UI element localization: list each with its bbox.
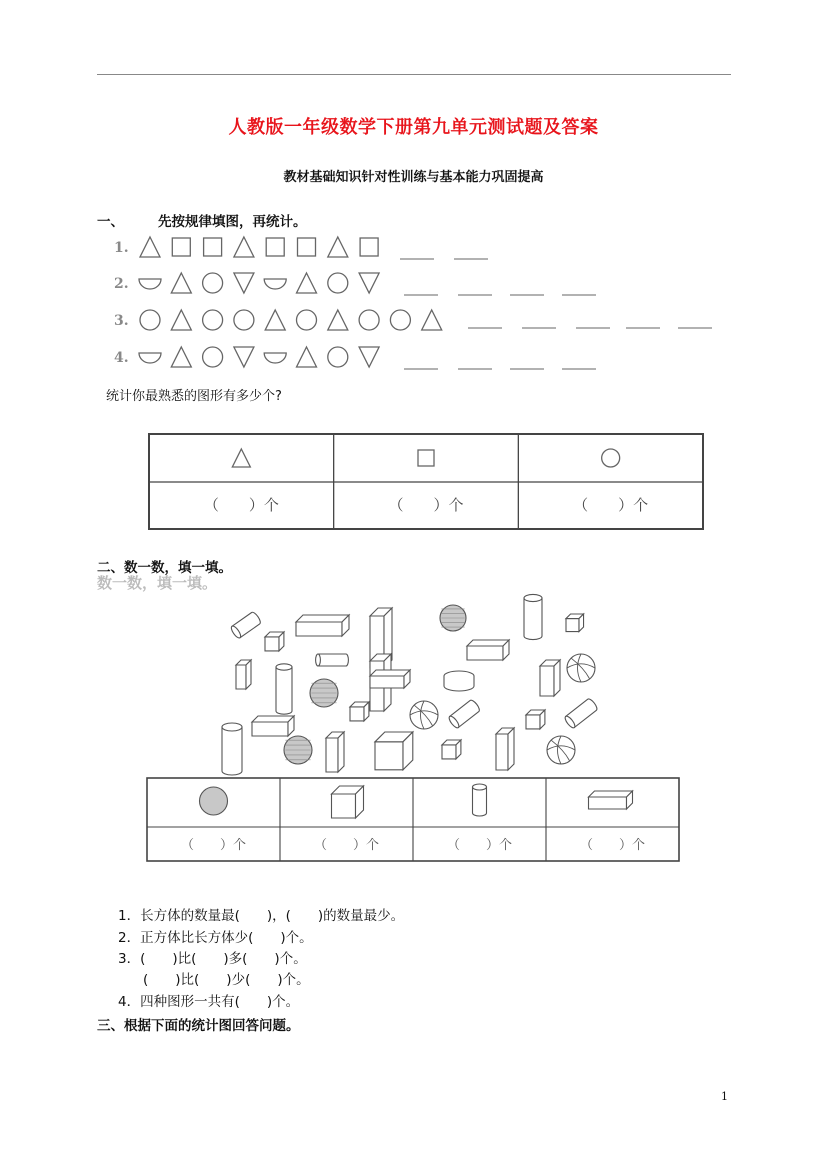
cube-icon bbox=[332, 794, 356, 818]
ball-icon bbox=[200, 787, 228, 815]
triangle-icon bbox=[140, 237, 160, 257]
cuboid-icon bbox=[540, 666, 554, 696]
inverted-triangle-icon bbox=[359, 347, 379, 367]
cuboid-icon bbox=[236, 665, 246, 689]
circle-icon bbox=[140, 310, 160, 330]
square-icon bbox=[266, 238, 284, 256]
square-icon bbox=[172, 238, 190, 256]
cuboid-top bbox=[467, 640, 509, 646]
cuboid-top bbox=[589, 791, 633, 797]
circle-icon bbox=[328, 273, 348, 293]
circle-icon bbox=[203, 310, 223, 330]
cylinder-top bbox=[222, 723, 242, 731]
cuboid-icon bbox=[496, 734, 508, 770]
section2-heading: 二、数一数，填一填。 bbox=[97, 560, 232, 576]
solids-illustration bbox=[210, 590, 610, 775]
document-title: 人教版一年级数学下册第九单元测试题及答案 bbox=[228, 117, 599, 138]
cube-icon bbox=[350, 707, 364, 721]
count-cell-text: （ ）个 bbox=[446, 838, 513, 853]
header-rule bbox=[97, 74, 731, 75]
row-label: 3. bbox=[114, 313, 129, 329]
tilted-cylinder-icon bbox=[230, 611, 262, 639]
row-label: 1. bbox=[114, 240, 129, 256]
circle-icon bbox=[390, 310, 410, 330]
solids-picture bbox=[210, 590, 610, 779]
triangle-icon bbox=[265, 310, 285, 330]
cylinder-icon bbox=[524, 598, 542, 640]
page-number: 1 bbox=[721, 1090, 728, 1103]
solid-count-table bbox=[146, 777, 680, 867]
triangle-icon bbox=[297, 347, 317, 367]
shape-count-table-figure bbox=[148, 433, 704, 531]
cuboid-icon bbox=[326, 738, 338, 772]
triangle-icon bbox=[422, 310, 442, 330]
cube-icon bbox=[442, 745, 456, 759]
triangle-icon bbox=[234, 237, 254, 257]
triangle-icon bbox=[232, 449, 250, 467]
disc-body bbox=[444, 676, 474, 691]
tilted-cylinder-icon bbox=[447, 699, 481, 729]
tilted-cylinder-icon bbox=[316, 654, 349, 666]
square-icon bbox=[360, 238, 378, 256]
inverted-triangle-icon bbox=[234, 273, 254, 293]
triangle-icon bbox=[297, 273, 317, 293]
count-cell-text: （ ）个 bbox=[388, 496, 464, 514]
cube-icon bbox=[526, 715, 540, 729]
semicircle-icon bbox=[264, 279, 286, 289]
triangle-icon bbox=[171, 347, 191, 367]
circle-icon bbox=[203, 273, 223, 293]
cuboid-side bbox=[338, 732, 344, 772]
triangle-icon bbox=[171, 310, 191, 330]
cuboid-side bbox=[246, 660, 251, 689]
triangle-icon bbox=[328, 310, 348, 330]
row-label: 4. bbox=[114, 350, 129, 366]
triangle-icon bbox=[328, 237, 348, 257]
cuboid-top bbox=[296, 615, 349, 622]
cylinder-end bbox=[316, 654, 321, 666]
row-label: 2. bbox=[114, 276, 129, 292]
question-3a: 3．( )比( )多( )个。 bbox=[118, 951, 307, 967]
circle-icon bbox=[602, 449, 620, 467]
square-icon bbox=[418, 450, 434, 466]
cuboid-icon bbox=[370, 676, 404, 688]
triangle-icon bbox=[171, 273, 191, 293]
circle-icon bbox=[234, 310, 254, 330]
tilted-cylinder-icon bbox=[563, 698, 598, 730]
section3-heading: 三、根据下面的统计图回答问题。 bbox=[97, 1018, 300, 1034]
cuboid-icon bbox=[589, 797, 627, 809]
pattern-figure bbox=[112, 230, 732, 380]
cylinder-icon bbox=[276, 667, 292, 714]
count-cell-text: （ ）个 bbox=[203, 496, 279, 514]
count-cell-text: （ ）个 bbox=[313, 838, 380, 853]
scan-residue-text: 数一数，填一填。 bbox=[97, 574, 218, 592]
circle-icon bbox=[203, 347, 223, 367]
cuboid-icon bbox=[296, 622, 342, 636]
document-subtitle: 教材基础知识针对性训练与基本能力巩固提高 bbox=[283, 170, 544, 185]
circle-icon bbox=[359, 310, 379, 330]
circle-icon bbox=[297, 310, 317, 330]
cylinder-icon bbox=[473, 787, 487, 816]
statistics-question: 统计你最熟悉的图形有多少个? bbox=[106, 389, 282, 404]
solid-count-table-figure bbox=[146, 777, 680, 863]
inverted-triangle-icon bbox=[234, 347, 254, 367]
count-cell-text: （ ）个 bbox=[579, 838, 646, 853]
section1-heading: 先按规律填图，再统计。 bbox=[158, 214, 307, 230]
cuboid-side bbox=[508, 728, 514, 770]
cylinder-top bbox=[524, 594, 542, 601]
section1-number: 一、 bbox=[97, 214, 124, 230]
count-cell-text: （ ）个 bbox=[180, 838, 247, 853]
shape-count-table bbox=[148, 433, 704, 535]
cuboid-top bbox=[370, 670, 410, 676]
question-2: 2．正方体比长方体少( )个。 bbox=[118, 930, 313, 946]
cuboid-icon bbox=[252, 722, 288, 736]
cuboid-side bbox=[554, 660, 560, 696]
inverted-triangle-icon bbox=[359, 273, 379, 293]
pattern-rows bbox=[112, 230, 732, 380]
semicircle-icon bbox=[139, 279, 161, 289]
cylinder-top bbox=[276, 664, 292, 670]
cylinder-icon bbox=[222, 727, 242, 775]
cylinder-top bbox=[473, 784, 487, 790]
question-3b: ( )比( )少( )个。 bbox=[143, 972, 310, 988]
cuboid-icon bbox=[467, 646, 503, 660]
square-icon bbox=[298, 238, 316, 256]
cube-icon bbox=[566, 619, 579, 632]
question-1: 1．长方体的数量最( )，( )的数量最少。 bbox=[118, 908, 405, 924]
question-4: 4．四种图形一共有( )个。 bbox=[118, 994, 300, 1010]
count-cell-text: （ ）个 bbox=[573, 496, 649, 514]
semicircle-icon bbox=[139, 353, 161, 363]
cuboid-top bbox=[252, 716, 294, 722]
cube-icon bbox=[375, 742, 403, 770]
circle-icon bbox=[328, 347, 348, 367]
square-icon bbox=[204, 238, 222, 256]
cube-icon bbox=[265, 637, 279, 651]
semicircle-icon bbox=[264, 353, 286, 363]
cylinder-body bbox=[318, 654, 348, 666]
